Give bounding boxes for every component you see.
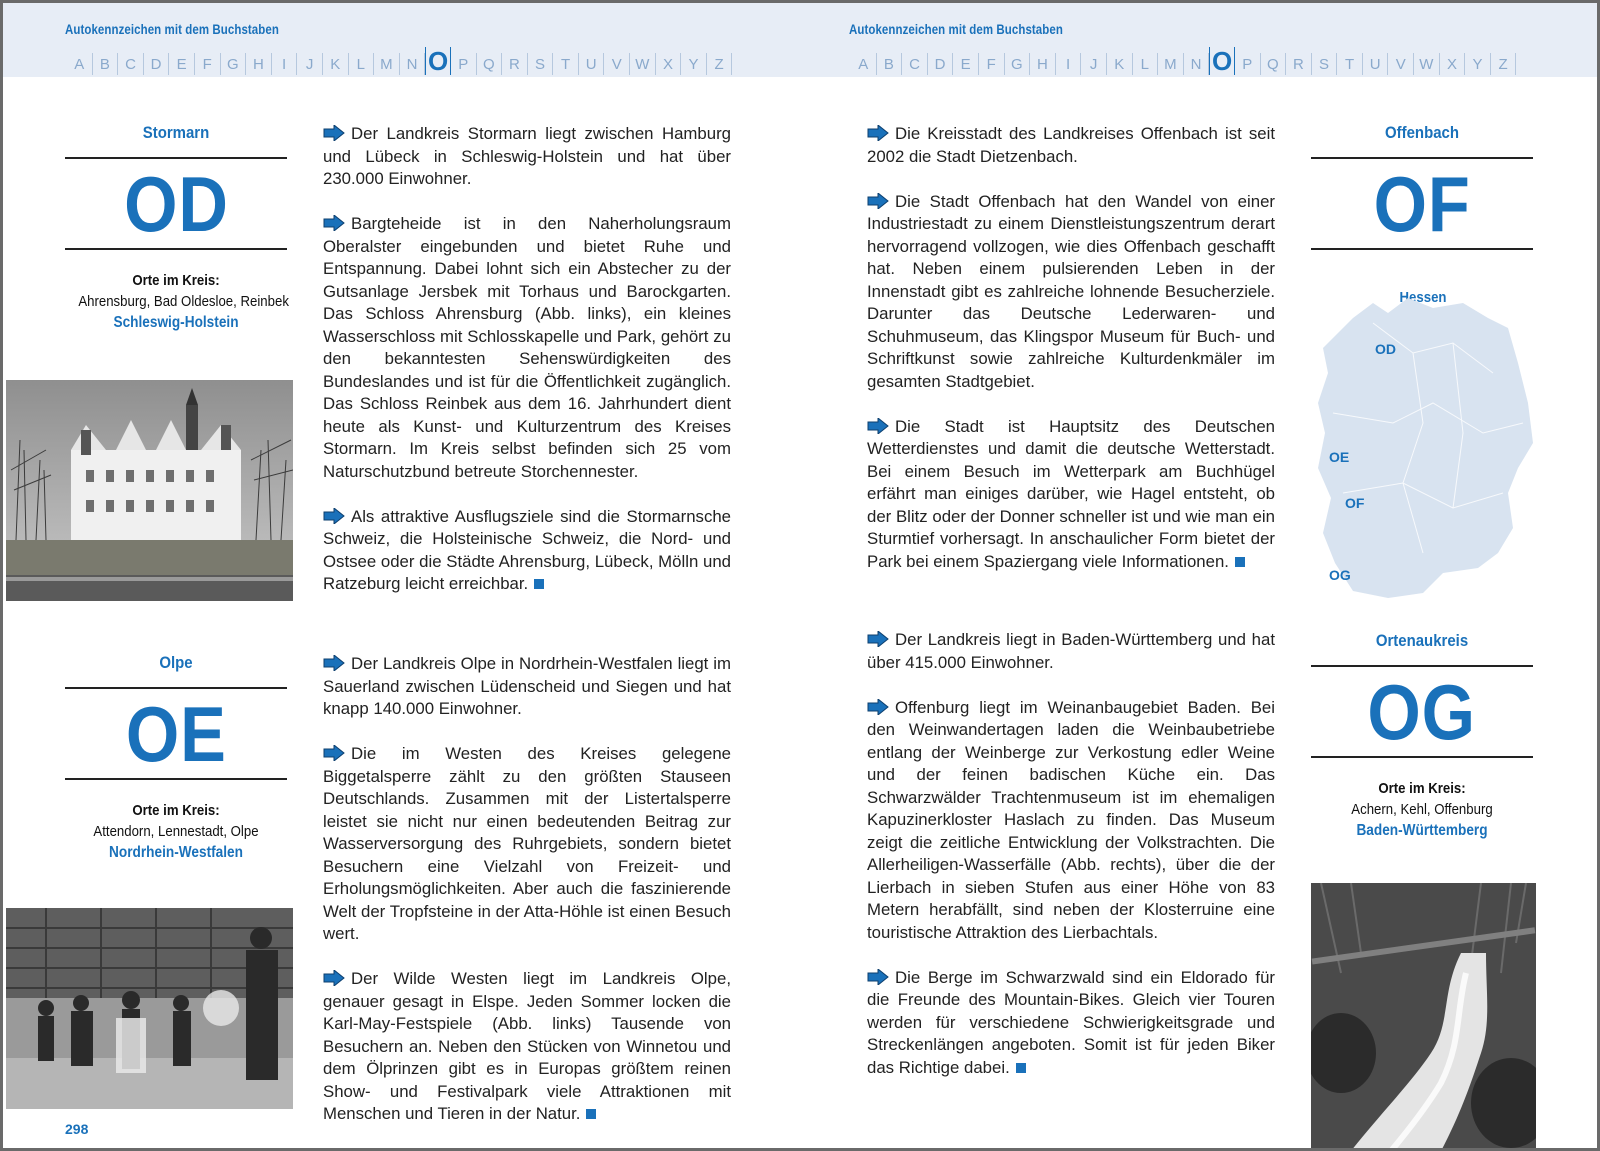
- end-square-icon: [1235, 557, 1245, 567]
- map-label-of: OF: [1345, 495, 1365, 511]
- text-column-og: [867, 629, 1275, 1102]
- map-label-og: OG: [1329, 567, 1351, 583]
- alpha-letter[interactable]: A: [67, 53, 93, 75]
- arrow-right-icon: [867, 699, 889, 715]
- district-name: Stormarn: [142, 123, 210, 142]
- alpha-letter[interactable]: E: [953, 53, 979, 75]
- plate-code: OG: [1367, 667, 1477, 756]
- arrow-right-icon: [867, 193, 889, 209]
- alpha-letter-active[interactable]: O: [1209, 47, 1235, 75]
- orte-list: Achern, Kehl, Offenburg: [1351, 801, 1493, 818]
- alpha-letter[interactable]: Y: [681, 53, 707, 75]
- alpha-letter[interactable]: J: [1081, 53, 1107, 75]
- page-header: [803, 3, 1600, 77]
- paragraph-text: Die Stadt ist Hauptsitz des Deutschen Wetterdienstes und damit die deutsche Wetterstadt. Bei einem Besuch im Wetterpark am Buchhügel erfährt man einiges darüber, wie Hagel entsteht, ob der Blitz oder der Donner schneller ist und wie man ein Sturmtief vorhersagt. In anschaulicher Form bietet der Park bei einem Spaziergang viele Informationen.: [867, 416, 1275, 571]
- arrow-right-icon: [323, 215, 345, 231]
- alpha-letter[interactable]: Z: [707, 53, 733, 75]
- page-header: [3, 3, 803, 77]
- alpha-letter[interactable]: A: [851, 53, 877, 75]
- end-square-icon: [586, 1109, 596, 1119]
- alpha-letter[interactable]: B: [93, 53, 119, 75]
- paragraph: [867, 123, 1275, 168]
- code-box: [65, 687, 287, 780]
- right-page: [803, 3, 1600, 1151]
- photo-schloss-ahrensburg: [6, 380, 293, 601]
- header-title: Autokennzeichen mit dem Buchstaben: [849, 22, 1063, 37]
- plate-code: OD: [123, 159, 229, 248]
- map-label-od: OD: [1375, 341, 1396, 357]
- alpha-letter[interactable]: R: [1286, 53, 1312, 75]
- end-square-icon: [1016, 1063, 1026, 1073]
- alpha-letter[interactable]: Y: [1465, 53, 1491, 75]
- paragraph: [867, 967, 1275, 1080]
- page-number: 298: [65, 1121, 89, 1137]
- photo-allerheiligen-wasserfaelle: [1311, 883, 1536, 1151]
- alpha-letter[interactable]: H: [1030, 53, 1056, 75]
- alpha-letter[interactable]: T: [1337, 53, 1363, 75]
- paragraph-text: Der Wilde Westen liegt im Landkreis Olpe, genauer gesagt in Elspe. Jeden Sommer locken die Karl-May-Festspiele (Abb. links) Tausende von Besuchern an. Neben den Stücken von Winnetou und dem Ölprinzen gibt es in Europas größtem reinen Show- und Festivalpark viele Attraktionen mit Menschen und Tieren in der Natur.: [323, 969, 731, 1123]
- paragraph: [867, 629, 1275, 674]
- alpha-letter[interactable]: N: [1184, 53, 1210, 75]
- alpha-letter[interactable]: C: [118, 53, 144, 75]
- western-show-photo-icon: [6, 908, 293, 1109]
- text-column-oe: [323, 653, 731, 1148]
- alpha-letter[interactable]: B: [877, 53, 903, 75]
- alpha-letter[interactable]: X: [1440, 53, 1466, 75]
- alpha-letter[interactable]: R: [502, 53, 528, 75]
- header-title: Autokennzeichen mit dem Buchstaben: [65, 22, 279, 37]
- alpha-letter[interactable]: F: [979, 53, 1005, 75]
- arrow-right-icon: [867, 125, 889, 141]
- alpha-letter[interactable]: C: [902, 53, 928, 75]
- district-name: Offenbach: [1385, 123, 1459, 142]
- alpha-letter-active[interactable]: O: [425, 47, 451, 75]
- alpha-letter[interactable]: U: [1363, 53, 1389, 75]
- end-square-icon: [534, 579, 544, 589]
- paragraph: [323, 506, 731, 596]
- alpha-letter[interactable]: F: [195, 53, 221, 75]
- arrow-right-icon: [323, 508, 345, 524]
- state-name: Nordrhein-Westfalen: [109, 844, 243, 861]
- state-name: Baden-Württemberg: [1356, 822, 1488, 839]
- paragraph: [867, 191, 1275, 394]
- alpha-letter[interactable]: Q: [1261, 53, 1287, 75]
- district-name: Olpe: [159, 653, 193, 672]
- paragraph: [323, 213, 731, 483]
- paragraph-text: Als attraktive Ausflugsziele sind die Stormarnsche Schweiz, die Holsteinische Schweiz, die Nord- und Ostsee oder die Städte Ahrensburg, Lübeck, Mölln und Ratzeburg leicht erreichbar.: [323, 506, 731, 593]
- state-name: Schleswig-Holstein: [113, 314, 239, 331]
- alpha-letter[interactable]: J: [297, 53, 323, 75]
- paragraph-text: Der Landkreis liegt in Baden-Württemberg und hat über 415.000 Einwohner.: [867, 630, 1275, 672]
- alpha-letter[interactable]: L: [1133, 53, 1159, 75]
- alphabet-index: [851, 47, 1516, 75]
- paragraph: [323, 968, 731, 1126]
- paragraph-text: Der Landkreis Olpe in Nordrhein-Westfalen liegt im Sauerland zwischen Lüdenscheid und Siegen und hat knapp 140.000 Einwohner.: [323, 654, 731, 718]
- paragraph-text: Die Berge im Schwarzwald sind ein Eldorado für die Freunde des Mountain-Bikes. Gleich vier Touren werden für verschiedene Schwierigkeitsgrade und Streckenlängen angeboten. Somit ist für jeden Biker das Richtige dabei.: [867, 967, 1275, 1077]
- code-box: [65, 157, 287, 250]
- alpha-letter[interactable]: S: [528, 53, 554, 75]
- text-column-od: [323, 123, 731, 618]
- code-box: [1311, 665, 1533, 758]
- orte-heading: Orte im Kreis:: [132, 802, 220, 819]
- castle-photo-icon: [6, 380, 293, 601]
- alpha-letter[interactable]: G: [1005, 53, 1031, 75]
- alpha-letter[interactable]: L: [349, 53, 375, 75]
- alpha-letter[interactable]: S: [1312, 53, 1338, 75]
- map-label-oe: OE: [1329, 449, 1350, 465]
- alpha-letter[interactable]: P: [1235, 53, 1261, 75]
- arrow-right-icon: [867, 631, 889, 647]
- map-title: Hessen: [1399, 289, 1447, 306]
- alpha-letter[interactable]: M: [1158, 53, 1184, 75]
- paragraph: [867, 697, 1275, 945]
- alpha-letter[interactable]: U: [579, 53, 605, 75]
- plate-code: OE: [125, 689, 227, 778]
- orte-heading: Orte im Kreis:: [1378, 780, 1466, 797]
- alpha-letter[interactable]: K: [1107, 53, 1133, 75]
- paragraph-text: Bargteheide ist in den Naherholungsraum Oberalster eingebunden und bietet Ruhe und Entspannung. Dabei lohnt sich ein Abstecher zu der Gutsanlage Jersbek mit Torhaus und Barockgarten. Das Schloss Ahrensburg (Abb. links), ein kleines Wasserschloss mit Schlosskapelle und Park, gehört zu den bekanntesten Sehenswürdigkeiten des Bundeslandes und ist für die Öffentlichkeit zugänglich. Das Schloss Reinbek aus dem 16. Jahrhundert dient heute als Kunst- und Kulturzentrum des Kreises Stormarn. Im Kreis selbst befinden sich 25 vom Naturschutzbund betreute Storchennester.: [323, 214, 731, 481]
- alpha-letter[interactable]: W: [1414, 53, 1440, 75]
- arrow-right-icon: [867, 418, 889, 434]
- alpha-letter[interactable]: G: [221, 53, 247, 75]
- alpha-letter[interactable]: W: [630, 53, 656, 75]
- alpha-letter[interactable]: X: [656, 53, 682, 75]
- alpha-letter[interactable]: I: [1056, 53, 1082, 75]
- plate-code: OF: [1373, 159, 1471, 248]
- arrow-right-icon: [323, 125, 345, 141]
- alpha-letter[interactable]: T: [553, 53, 579, 75]
- alphabet-index: [67, 47, 732, 75]
- paragraph-text: Die Stadt Offenbach hat den Wandel von einer Industriestadt zu einem Dienstleistungszentrum derart hervorragend vollzogen, wie dies Offenbach geschafft hat. Neben einem pulsierenden Leben in der Innenstadt gibt es zahlreiche lohnende Besucherziele. Darunter das Deutsche Lederwaren- und Schuhmuseum, das Klingspor Museum für Buch- und Schriftkunst sowie zahlreiche Kulturdenkmäler im gesamten Stadtgebiet.: [867, 191, 1275, 391]
- plate-oe: [65, 653, 287, 862]
- alpha-letter[interactable]: V: [604, 53, 630, 75]
- alpha-letter[interactable]: D: [144, 53, 170, 75]
- plate-of: [1311, 123, 1533, 250]
- code-box: [1311, 157, 1533, 250]
- orte-list: Attendorn, Lennestadt, Olpe: [93, 823, 259, 840]
- alpha-letter[interactable]: Q: [477, 53, 503, 75]
- arrow-right-icon: [323, 745, 345, 761]
- waterfall-photo-icon: [1311, 883, 1536, 1151]
- alpha-letter[interactable]: M: [374, 53, 400, 75]
- alpha-letter[interactable]: N: [400, 53, 426, 75]
- paragraph: [323, 743, 731, 946]
- alpha-letter[interactable]: Z: [1491, 53, 1517, 75]
- alpha-letter[interactable]: P: [451, 53, 477, 75]
- alpha-letter[interactable]: E: [169, 53, 195, 75]
- alpha-letter[interactable]: V: [1388, 53, 1414, 75]
- alpha-letter[interactable]: D: [928, 53, 954, 75]
- orte-list: Ahrensburg, Bad Oldesloe, Reinbek: [78, 293, 289, 310]
- paragraph: [323, 653, 731, 721]
- arrow-right-icon: [323, 970, 345, 986]
- text-column-of: [867, 123, 1275, 596]
- paragraph-text: Die Kreisstadt des Landkreises Offenbach ist seit 2002 die Stadt Dietzenbach.: [867, 124, 1275, 166]
- arrow-right-icon: [323, 655, 345, 671]
- orte-heading: Orte im Kreis:: [132, 272, 220, 289]
- left-page: [3, 3, 803, 1151]
- paragraph-text: Die im Westen des Kreises gelegene Biggetalsperre zählt zu den größten Stauseen Deutschlands. Zusammen mit der Listertalsperre leistet sie nicht nur einen bedeutenden Beitrag zur Wasserversorgung des Ruhrgebiets, sondern bietet Besuchern eine Vielzahl von Freizeit- und Erholungsmöglichkeiten. Aber auch die faszinierende Welt der Tropfsteine in der Atta-Höhle ist einen Besuch wert.: [323, 744, 731, 943]
- photo-karl-may-festspiele: [6, 908, 293, 1109]
- paragraph: [867, 416, 1275, 574]
- district-name: Ortenaukreis: [1375, 631, 1469, 650]
- alpha-letter[interactable]: I: [272, 53, 298, 75]
- plate-og: [1311, 631, 1533, 840]
- paragraph-text: Der Landkreis Stormarn liegt zwischen Hamburg und Lübeck in Schleswig-Holstein und hat über 230.000 Einwohner.: [323, 124, 731, 188]
- paragraph: [323, 123, 731, 191]
- alpha-letter[interactable]: K: [323, 53, 349, 75]
- arrow-right-icon: [867, 969, 889, 985]
- alpha-letter[interactable]: H: [246, 53, 272, 75]
- paragraph-text: Offenburg liegt im Weinanbaugebiet Baden. Bei den Weinwandertagen laden die Weinbaubetriebe entlang der Weinberge zur Verkostung edler Weine und der feinen badischen Küche ein. Das Schwarzwälder Trachtenmuseum ist im ehemaligen Kapuzinerkloster Haslach zu finden. Das Museum zeigt die zeitliche Entwicklung der Volkstrachten. Die Allerheiligen-Wasserfälle (Abb. rechts), über die der Lierbach in sieben Stufen aus einer Höhe von 83 Metern herabfällt, sind neben der Klosterruine eine touristische Attraktion des Lierbachtals.: [867, 697, 1275, 942]
- plate-od: [65, 123, 287, 332]
